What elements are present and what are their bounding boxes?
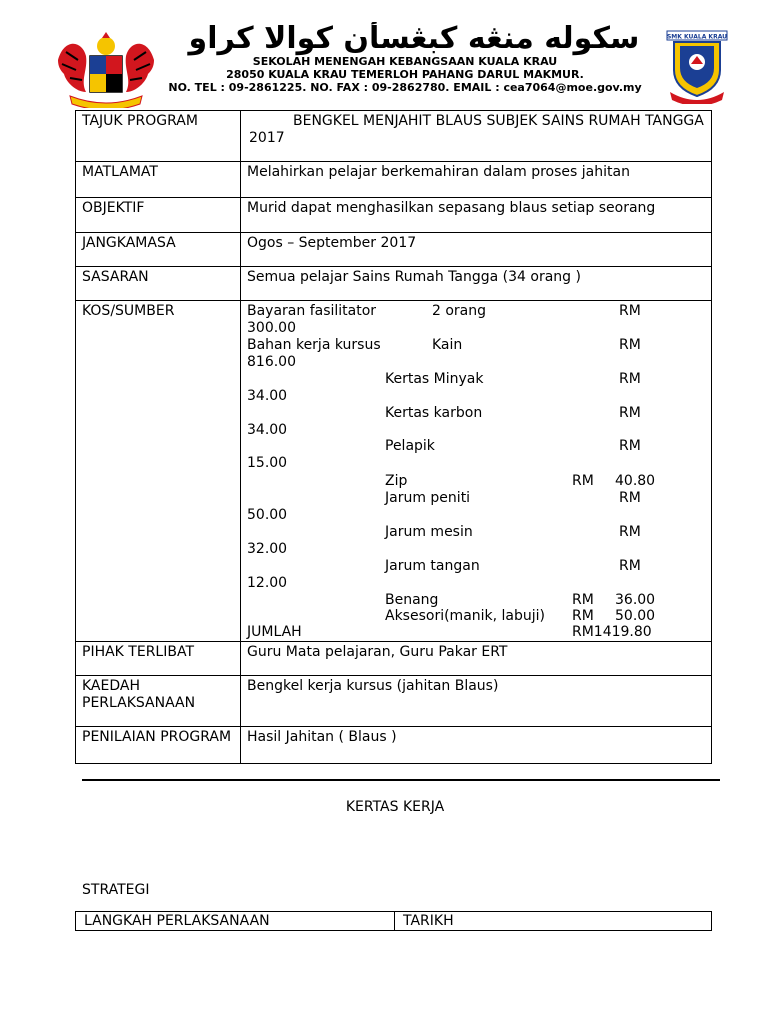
row-objektif: [76, 198, 712, 233]
kos-currency: RM: [619, 405, 641, 421]
value-kaedah: Bengkel kerja kursus (jahitan Blaus): [241, 676, 712, 727]
kos-fasilitator: Bayaran fasilitator: [247, 303, 377, 319]
kos-kain-amount: 816.00: [247, 354, 296, 370]
kos-kertas-minyak: Kertas Minyak: [385, 371, 484, 387]
row-penilaian: [76, 727, 712, 764]
kos-currency: RM: [572, 592, 594, 608]
kertas-kerja-heading: KERTAS KERJA: [345, 799, 445, 815]
kos-jumlah-label: JUMLAH: [247, 624, 302, 640]
kos-jarum-tangan: Jarum tangan: [385, 558, 480, 574]
kos-kertas-minyak-amount: 34.00: [247, 388, 288, 404]
kos-zip: Zip: [385, 473, 408, 489]
kos-fasilitator-qty: 2 orang: [432, 303, 487, 319]
kos-jarum-mesin: Jarum mesin: [385, 524, 473, 540]
kos-currency: RM: [619, 371, 641, 387]
value-jangkamasa: Ogos – September 2017: [241, 233, 712, 267]
kos-jarum-peniti: Jarum peniti: [385, 490, 471, 506]
programme-table: [75, 110, 712, 764]
row-kos: [76, 301, 712, 642]
col-tarikh: TARIKH: [395, 912, 712, 931]
row-jangkamasa: [76, 233, 712, 267]
row-matlamat: [76, 162, 712, 198]
label-objektif: OBJEKTIF: [76, 198, 241, 233]
kos-jumlah-amount: RM1419.80: [572, 624, 652, 640]
label-jangkamasa: JANGKAMASA: [76, 233, 241, 267]
kos-zip-amount: 40.80: [615, 473, 656, 489]
kos-pelapik-amount: 15.00: [247, 455, 288, 471]
value-objektif: Murid dapat menghasilkan sepasang blaus setiap seorang: [241, 198, 712, 233]
kos-currency: RM: [619, 490, 641, 506]
value-tajuk: [241, 111, 712, 162]
kos-kertas-karbon: Kertas karbon: [385, 405, 483, 421]
value-tajuk-text: BENGKEL MENJAHIT BLAUS SUBJEK SAINS RUMAH TANGGA 2017: [249, 113, 704, 146]
school-address: 28050 KUALA KRAU TEMERLOH PAHANG DARUL MAKMUR.: [226, 68, 584, 81]
row-tajuk: [76, 111, 712, 162]
kos-aksesori: Aksesori(manik, labuji): [385, 608, 546, 624]
state-crest-logo: [56, 30, 156, 108]
value-pihak: Guru Mata pelajaran, Guru Pakar ERT: [241, 642, 712, 676]
strategi-heading: STRATEGI: [82, 882, 150, 898]
kos-jarum-mesin-amount: 32.00: [247, 541, 288, 557]
kos-breakdown: [247, 303, 705, 641]
school-contact: NO. TEL : 09-2861225. NO. FAX : 09-2862780. EMAIL : cea7064@moe.gov.my: [168, 81, 642, 94]
label-tajuk: TAJUK PROGRAM: [76, 111, 241, 162]
strategy-table: [75, 911, 712, 931]
row-kaedah: [76, 676, 712, 727]
label-penilaian: PENILAIAN PROGRAM: [76, 727, 241, 764]
value-penilaian: Hasil Jahitan ( Blaus ): [241, 727, 712, 764]
value-matlamat: Melahirkan pelajar berkemahiran dalam proses jahitan: [241, 162, 712, 198]
school-name-jawi: سكوله منڠه كبڠسأن كوالا كراو: [188, 22, 640, 56]
kos-aksesori-amount: 50.00: [615, 608, 656, 624]
kos-currency: RM: [572, 608, 594, 624]
label-matlamat: MATLAMAT: [76, 162, 241, 198]
school-name: SEKOLAH MENENGAH KEBANGSAAN KUALA KRAU: [252, 55, 558, 68]
kos-bahan: Bahan kerja kursus: [247, 337, 381, 353]
kos-currency: RM: [619, 337, 641, 353]
kos-currency: RM: [619, 524, 641, 540]
kos-jarum-peniti-amount: 50.00: [247, 507, 288, 523]
school-logo-text: SMK KUALA KRAU: [666, 33, 728, 41]
kos-pelapik: Pelapik: [385, 438, 435, 454]
horizontal-divider: [82, 779, 720, 781]
kos-currency: RM: [619, 303, 641, 319]
kos-currency: RM: [572, 473, 594, 489]
label-sasaran: SASARAN: [76, 267, 241, 301]
value-kos: [241, 301, 712, 642]
label-kos: KOS/SUMBER: [76, 301, 241, 642]
kos-jarum-tangan-amount: 12.00: [247, 575, 288, 591]
strategy-header-row: [76, 912, 712, 931]
value-sasaran: Semua pelajar Sains Rumah Tangga (34 orang ): [241, 267, 712, 301]
kos-benang: Benang: [385, 592, 439, 608]
kos-currency: RM: [619, 558, 641, 574]
kos-fasilitator-amount: 300.00: [247, 320, 296, 336]
kos-kain: Kain: [432, 337, 463, 353]
kos-currency: RM: [619, 438, 641, 454]
row-pihak: [76, 642, 712, 676]
label-kaedah: KAEDAH PERLAKSANAAN: [76, 676, 241, 727]
school-logo: [666, 30, 728, 104]
kos-benang-amount: 36.00: [615, 592, 656, 608]
kos-kertas-karbon-amount: 34.00: [247, 422, 288, 438]
col-langkah-perlaksanaan: LANGKAH PERLAKSANAAN: [76, 912, 395, 931]
label-pihak: PIHAK TERLIBAT: [76, 642, 241, 676]
row-sasaran: [76, 267, 712, 301]
